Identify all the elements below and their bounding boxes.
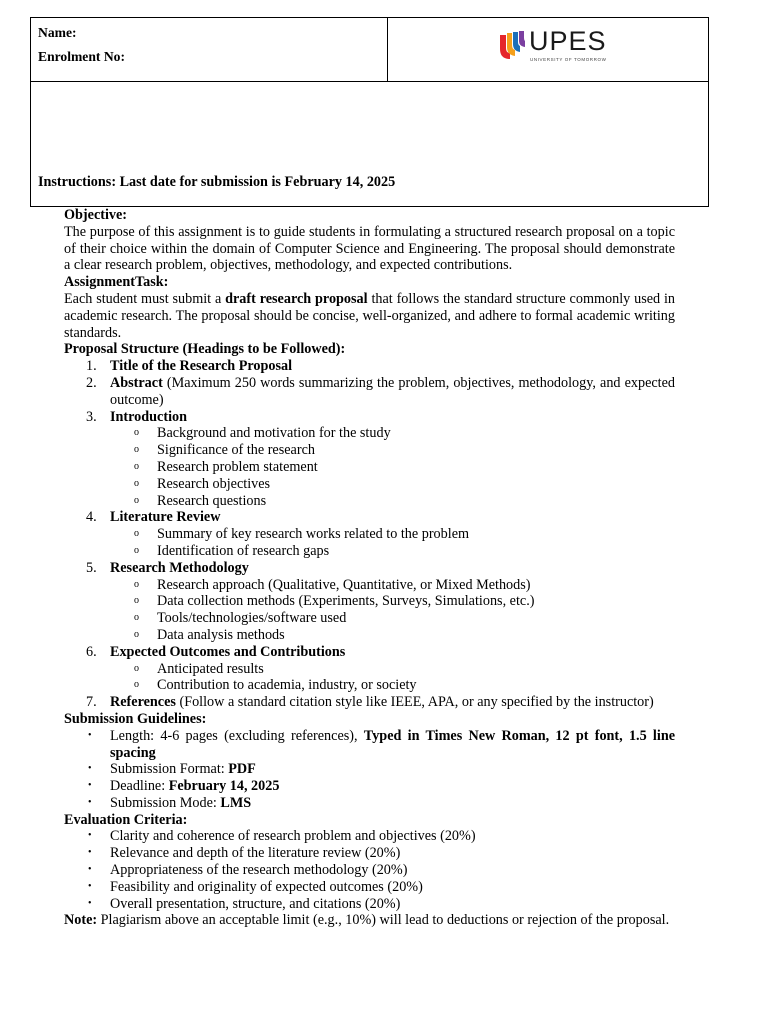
sub-item: o Research objectives [134, 475, 271, 492]
sub-item: o Anticipated results [134, 660, 264, 677]
structure-item: 3. Introduction [86, 408, 187, 425]
task-heading: AssignmentTask: [64, 274, 169, 291]
sub-item: o Research problem statement [134, 458, 318, 475]
structure-heading: Proposal Structure (Headings to be Followed): [64, 341, 346, 358]
sub-item: o Research approach (Qualitative, Quantitative, or Mixed Methods) [134, 576, 531, 593]
sub-item: o Tools/technologies/software used [134, 610, 347, 627]
evaluation-item: • Overall presentation, structure, and citations (20%) [88, 895, 401, 912]
note: Note: Plagiarism above an acceptable limit (e.g., 10%) will lead to deductions or rejection of the proposal. [64, 912, 670, 929]
evaluation-item: • Relevance and depth of the literature review (20%) [88, 845, 401, 862]
structure-item: 5. Research Methodology [86, 559, 249, 576]
header-row [31, 18, 708, 82]
sub-item: o Contribution to academia, industry, or society [134, 677, 417, 694]
sub-item: o Summary of key research works related to the problem [134, 526, 470, 543]
logo-tagline: UNIVERSITY OF TOMORROW [530, 57, 607, 62]
document-body [64, 207, 675, 929]
sub-item: o Identification of research gaps [134, 542, 330, 559]
upes-logo-icon [497, 29, 529, 63]
structure-item: 6. Expected Outcomes and Contributions [86, 643, 346, 660]
evaluation-item: • Clarity and coherence of research problem and objectives (20%) [88, 828, 476, 845]
guideline-item: • Deadline: February 14, 2025 [88, 778, 280, 795]
header-divider [387, 18, 388, 81]
upes-logo [497, 26, 607, 63]
structure-item: 4. Literature Review [86, 509, 221, 526]
structure-item: 7. References (Follow a standard citation style like IEEE, APA, or any specified by the instructor) [86, 694, 654, 711]
enrolment-label: Enrolment No: [38, 49, 125, 64]
structure-item: 1. Title of the Research Proposal [86, 358, 293, 375]
name-label: Name: [38, 25, 77, 40]
objective-heading: Objective: [64, 207, 128, 223]
sub-item: o Data analysis methods [134, 626, 285, 643]
guideline-item: • Length: 4-6 pages (excluding references), Typed in Times New Roman, 12 pt font, 1.5 line spacing [88, 727, 676, 761]
task-text: Each student must submit a draft research proposal that follows the standard structure commonly used in academic research. The proposal should be concise, well-organized, and adhere to formal academic writing standards. [64, 290, 675, 341]
guidelines-heading: Submission Guidelines: [64, 710, 207, 727]
evaluation-item: • Appropriateness of the research methodology (20%) [88, 862, 408, 879]
sub-item: o Significance of the research [134, 442, 315, 459]
sub-item: o Background and motivation for the study [134, 425, 391, 442]
header-table [30, 17, 709, 207]
objective-text: The purpose of this assignment is to guide students in formulating a structured research proposal on a topic of their choice within the domain of Computer Science and Engineering. The proposal should demonstrate a clear research problem, objectives, methodology, and expected contributions. [64, 223, 675, 274]
logo-wordmark: UPES [529, 26, 607, 56]
evaluation-item: • Feasibility and originality of expected outcomes (20%) [88, 878, 423, 895]
sub-item: o Research questions [134, 492, 267, 509]
guideline-item: • Submission Format: PDF [88, 761, 256, 778]
sub-item: o Data collection methods (Experiments, Surveys, Simulations, etc.) [134, 593, 535, 610]
instructions: Instructions: Last date for submission is February 14, 2025 [38, 174, 396, 190]
evaluation-heading: Evaluation Criteria: [64, 811, 188, 828]
structure-item: 2. Abstract (Maximum 250 words summarizing the problem, objectives, methodology, and expected outcome) [86, 374, 675, 408]
guideline-item: • Submission Mode: LMS [88, 794, 252, 811]
